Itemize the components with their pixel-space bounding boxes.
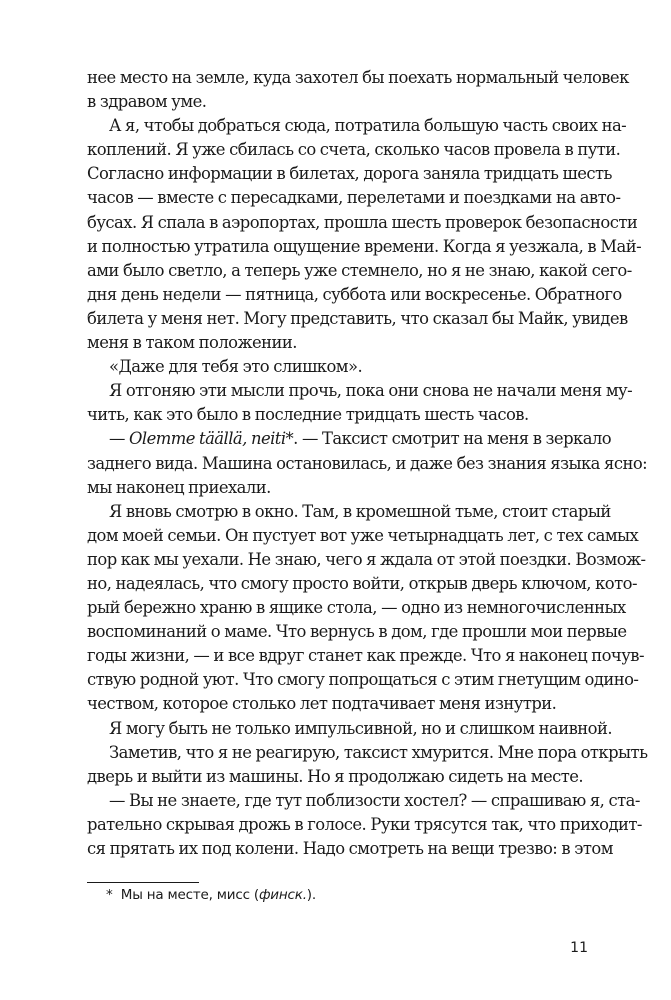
text-line-25: годы жизни, — и все вдруг станет как прежде. Что я наконец почув- xyxy=(87,646,644,666)
text-line-28: Я могу быть не только импульсивной, но и слишком наивной. xyxy=(109,718,612,738)
text-line-4: коплений. Я уже сбилась со счета, сколько часов провела в пути. xyxy=(87,140,621,160)
footnote xyxy=(106,886,316,904)
text-line-7: бусах. Я спала в аэропортах, прошла шесть проверок безопасности xyxy=(87,212,638,232)
footnote-close: ). xyxy=(306,887,316,903)
text-line-15: чить, как это было в последние тридцать шесть часов. xyxy=(87,405,529,425)
text-line-13: «Даже для тебя это слишком». xyxy=(109,357,363,377)
text-line-11: билета у меня нет. Могу представить, что сказал бы Майк, увидев xyxy=(87,308,628,328)
text-line-26: ствую родной уют. Что смогу попрощаться с этим гнетущим одино- xyxy=(87,670,639,690)
page-text-block xyxy=(87,66,648,861)
text-line-30: дверь и выйти из машины. Но я продолжаю сидеть на месте. xyxy=(87,766,584,786)
text-line-3: А я, чтобы добраться сюда, потратила большую часть своих на- xyxy=(109,116,627,136)
page-number: 11 xyxy=(570,940,588,956)
text-line-24: воспоминаний о маме. Что вернусь в дом, где прошли мои первые xyxy=(87,622,627,642)
text-line-27: чеством, которое столько лет подтачивает меня изнутри. xyxy=(87,694,557,714)
text-line-21: пор как мы уехали. Не знаю, чего я ждала от этой поездки. Возмож- xyxy=(87,549,646,569)
text-line-10: дня день недели — пятница, суббота или воскресенье. Обратного xyxy=(87,284,622,304)
text-line-18: мы наконец приехали. xyxy=(87,477,271,497)
text-line-23: рый бережно храню в ящике стола, — одно из немногочисленных xyxy=(87,598,626,618)
text-line-20: дом моей семьи. Он пустует вот уже четырнадцать лет, с тех самых xyxy=(87,525,639,545)
text-line-8: и полностью утратила ощущение времени. Когда я уезжала, в Май- xyxy=(87,236,642,256)
text-line-22: но, надеялась, что смогу просто войти, открыв дверь ключом, кото- xyxy=(87,573,637,593)
footnote-language: финск. xyxy=(258,887,307,903)
text-line-6: часов — вместе с пересадками, перелетами и поездками на авто- xyxy=(87,188,621,208)
text-line-19: Я вновь смотрю в окно. Там, в кромешной тьме, стоит старый xyxy=(109,501,611,521)
footnote-marker: * xyxy=(106,887,113,903)
text-line-17: заднего вида. Машина остановилась, и даже без знания языка ясно: xyxy=(87,453,648,473)
finnish-phrase: Olemme täällä, neiti* xyxy=(129,429,294,449)
text-line-31: — Вы не знаете, где тут поблизости хостел? — спрашиваю я, ста- xyxy=(109,790,640,810)
text-line-14: Я отгоняю эти мысли прочь, пока они снова не начали меня му- xyxy=(109,381,633,401)
text-line-16 xyxy=(87,427,612,451)
footnote-text: Мы на месте, мисс ( xyxy=(120,887,259,903)
dialogue-dash: — xyxy=(109,429,130,449)
text-line-32: рательно скрывая дрожь в голосе. Руки трясутся так, что приходит- xyxy=(87,814,642,834)
text-line-9: ами было светло, а теперь уже стемнело, но я не знаю, какой сего- xyxy=(87,260,632,280)
text-line-12: меня в таком положении. xyxy=(87,333,297,353)
footnote-divider xyxy=(87,882,199,883)
text-line-1: нее место на земле, куда захотел бы поехать нормальный человек xyxy=(87,68,629,87)
text-line-33: ся прятать их под колени. Надо смотреть на вещи трезво: в этом xyxy=(87,839,613,858)
text-line-5: Согласно информации в билетах, дорога заняла тридцать шесть xyxy=(87,164,612,184)
dialogue-rest: . — Таксист смотрит на меня в зеркало xyxy=(293,429,612,449)
text-line-29: Заметив, что я не реагирую, таксист хмурится. Мне пора открыть xyxy=(109,742,648,762)
text-line-2: в здравом уме. xyxy=(87,92,207,112)
